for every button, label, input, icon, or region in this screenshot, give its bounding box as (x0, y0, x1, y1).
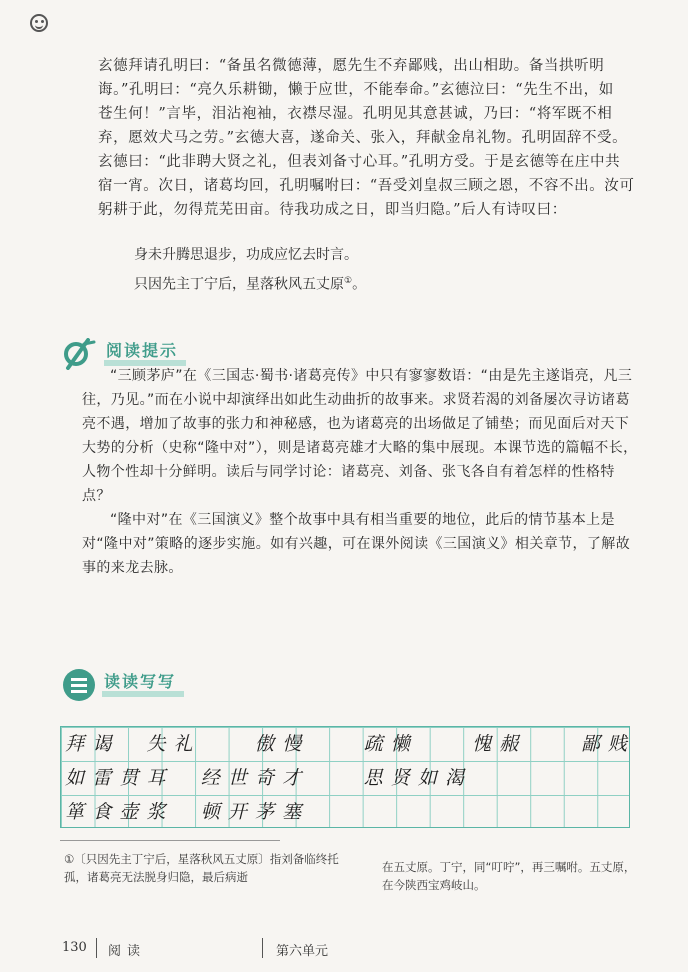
main-text-line: 弃，愿效犬马之劳。”玄德大喜，遂命关、张入，拜献金帛礼物。孔明固辞不受。 (98, 130, 628, 146)
main-text-line: 宿一宵。次日，诸葛均回，孔明嘱咐曰：“吾受刘皇叔三顾之恩，不容不出。汝可 (98, 178, 635, 194)
grid-cell: 塞 (282, 801, 302, 823)
footer-separator (96, 938, 97, 958)
grid-row-2 (61, 761, 631, 795)
grid-cell (495, 761, 522, 795)
grid-cell (332, 795, 359, 829)
grid-cell (550, 795, 577, 829)
main-text (98, 54, 640, 222)
grid-cell (577, 761, 604, 795)
grid-cell (170, 761, 197, 795)
grid-cell (550, 761, 577, 795)
grid-cell (414, 727, 441, 761)
grid-cell (550, 727, 577, 761)
grid-cell (360, 795, 387, 829)
grid-cell (522, 761, 549, 795)
grid-cell: 开 (227, 801, 247, 823)
grid-row-1 (61, 727, 631, 761)
grid-cell (224, 727, 251, 761)
footer-part: 阅读 (108, 944, 147, 959)
footnote-marker: ① (344, 276, 353, 286)
grid-cell (332, 761, 359, 795)
grid-cell: 傲 (255, 733, 275, 755)
grid-cell: 慢 (282, 733, 302, 755)
grid-cell: 经 (200, 767, 220, 789)
grid-cell: 鄙 (580, 733, 600, 755)
grid-cell (305, 761, 332, 795)
grid-cell: 箪 (65, 801, 85, 823)
grid-cell: 如 (417, 767, 437, 789)
grid-cell (522, 795, 549, 829)
grid-cell: 浆 (146, 801, 166, 823)
grid-cell: 顿 (200, 801, 220, 823)
grid-cell: 贤 (390, 767, 410, 789)
grid-cell: 贯 (119, 767, 139, 789)
grid-cell: 才 (282, 767, 302, 789)
grid-cell (468, 795, 495, 829)
grid-cell (468, 761, 495, 795)
grid-cell (495, 795, 522, 829)
poem-line-2-text: 只因先主丁宁后，星落秋风五丈原 (134, 276, 344, 293)
corner-face-icon (30, 14, 48, 32)
read-write-icon (62, 668, 96, 702)
grid-cell (441, 795, 468, 829)
grid-cell (332, 727, 359, 761)
grid-cell: 壶 (119, 801, 139, 823)
grid-cell (604, 761, 631, 795)
read-write-label: 读读写写 (102, 673, 184, 697)
grid-cell: 失 (146, 733, 166, 755)
grid-cell (522, 727, 549, 761)
grid-cell: 疏 (363, 733, 383, 755)
grid-cell: 贱 (607, 733, 627, 755)
main-text-line: 苍生何！”言毕，泪沾袍袖，衣襟尽湿。孔明见其意甚诚，乃曰：“将军既不相 (98, 106, 613, 122)
grid-row-3 (61, 795, 631, 829)
grid-cell (170, 795, 197, 829)
vocabulary-grid (60, 726, 630, 828)
grid-cell: 耳 (146, 767, 166, 789)
grid-cell: 食 (92, 801, 112, 823)
grid-cell (604, 795, 631, 829)
grid-cell (441, 727, 468, 761)
grid-cell: 愧 (472, 733, 492, 755)
poem (134, 242, 366, 298)
grid-cell: 懒 (390, 733, 410, 755)
reading-tip-text (82, 364, 640, 580)
grid-cell: 渴 (445, 767, 465, 789)
grid-cell: 谒 (92, 733, 112, 755)
section-read-write (62, 668, 184, 702)
grid-cell: 思 (363, 767, 383, 789)
grid-cell (577, 795, 604, 829)
grid-cell (305, 795, 332, 829)
grid-cell (414, 795, 441, 829)
main-text-line: 玄德拜请孔明曰：“备虽名微德薄，愿先生不弃鄙贱，出山相助。备当拱听明 (98, 58, 605, 74)
footnote-divider (60, 840, 280, 841)
grid-cell: 奇 (255, 767, 275, 789)
reading-tip-label: 阅读提示 (104, 342, 186, 366)
poem-line-1: 身未升腾思退步，功成应忆去时言。 (134, 247, 358, 263)
main-text-line: 诲。”孔明曰：“亮久乐耕锄，懒于应世，不能奉命。”玄德泣曰：“先生不出，如 (98, 82, 614, 98)
page-number: 130 (62, 940, 87, 955)
grid-cell: 拜 (65, 733, 85, 755)
grid-cell: 礼 (173, 733, 193, 755)
footnote-left: ①〔只因先主丁宁后，星落秋风五丈原〕指刘备临终托孤，诸葛亮无法脱身归隐，最后病逝 (64, 852, 339, 884)
grid-cell: 茅 (255, 801, 275, 823)
tip-paragraph: “隆中对”在《三国演义》整个故事中具有相当重要的地位，此后的情节基本上是对“隆中对”策略的逐步实施。如有兴趣，可在课外阅读《三国演义》相关章节，了解故事的来龙去脉。 (82, 512, 631, 576)
poem-line-2: 只因先主丁宁后，星落秋风五丈原①。 (134, 276, 367, 293)
grid-cell: 如 (65, 767, 85, 789)
grid-cell: 赧 (499, 733, 519, 755)
grid-cell (115, 727, 142, 761)
main-text-line: 躬耕于此，勿得荒芜田亩。待我功成之日，即当归隐。”后人有诗叹曰： (98, 202, 567, 218)
grid-cell (197, 727, 224, 761)
grid-cell: 雷 (92, 767, 112, 789)
grid-cell (387, 795, 414, 829)
footnote-right: 在五丈原。丁宁，同“叮咛”，再三嘱咐。五丈原，在今陕西宝鸡岐山。 (382, 860, 636, 892)
footer-separator (262, 938, 263, 958)
footer-unit: 第六单元 (276, 944, 329, 959)
tip-paragraph: “三顾茅庐”在《三国志·蜀书·诸葛亮传》中只有寥寥数语：“由是先主遂诣亮，凡三往，乃见。”而在小说中却演绎出如此生动曲折的故事来。求贤若渴的刘备屡次寻访诸葛亮不遇，增加了故事的张力和神秘感，也为诸葛亮的出场做足了铺垫；而见面后对天下大势的分析（史称“隆中对”），则是诸葛亮雄才大略的集中展现。本课节选的篇幅不长，人物个性却十分鲜明。读后与同学讨论：诸葛亮、刘备、张飞各自有着怎样的性格特点？ (82, 368, 638, 504)
grid-cell (305, 727, 332, 761)
grid-cell: 世 (227, 767, 247, 789)
main-text-line: 玄德曰：“此非聘大贤之礼，但表刘备寸心耳。”孔明方受。于是玄德等在庄中共 (98, 154, 621, 170)
